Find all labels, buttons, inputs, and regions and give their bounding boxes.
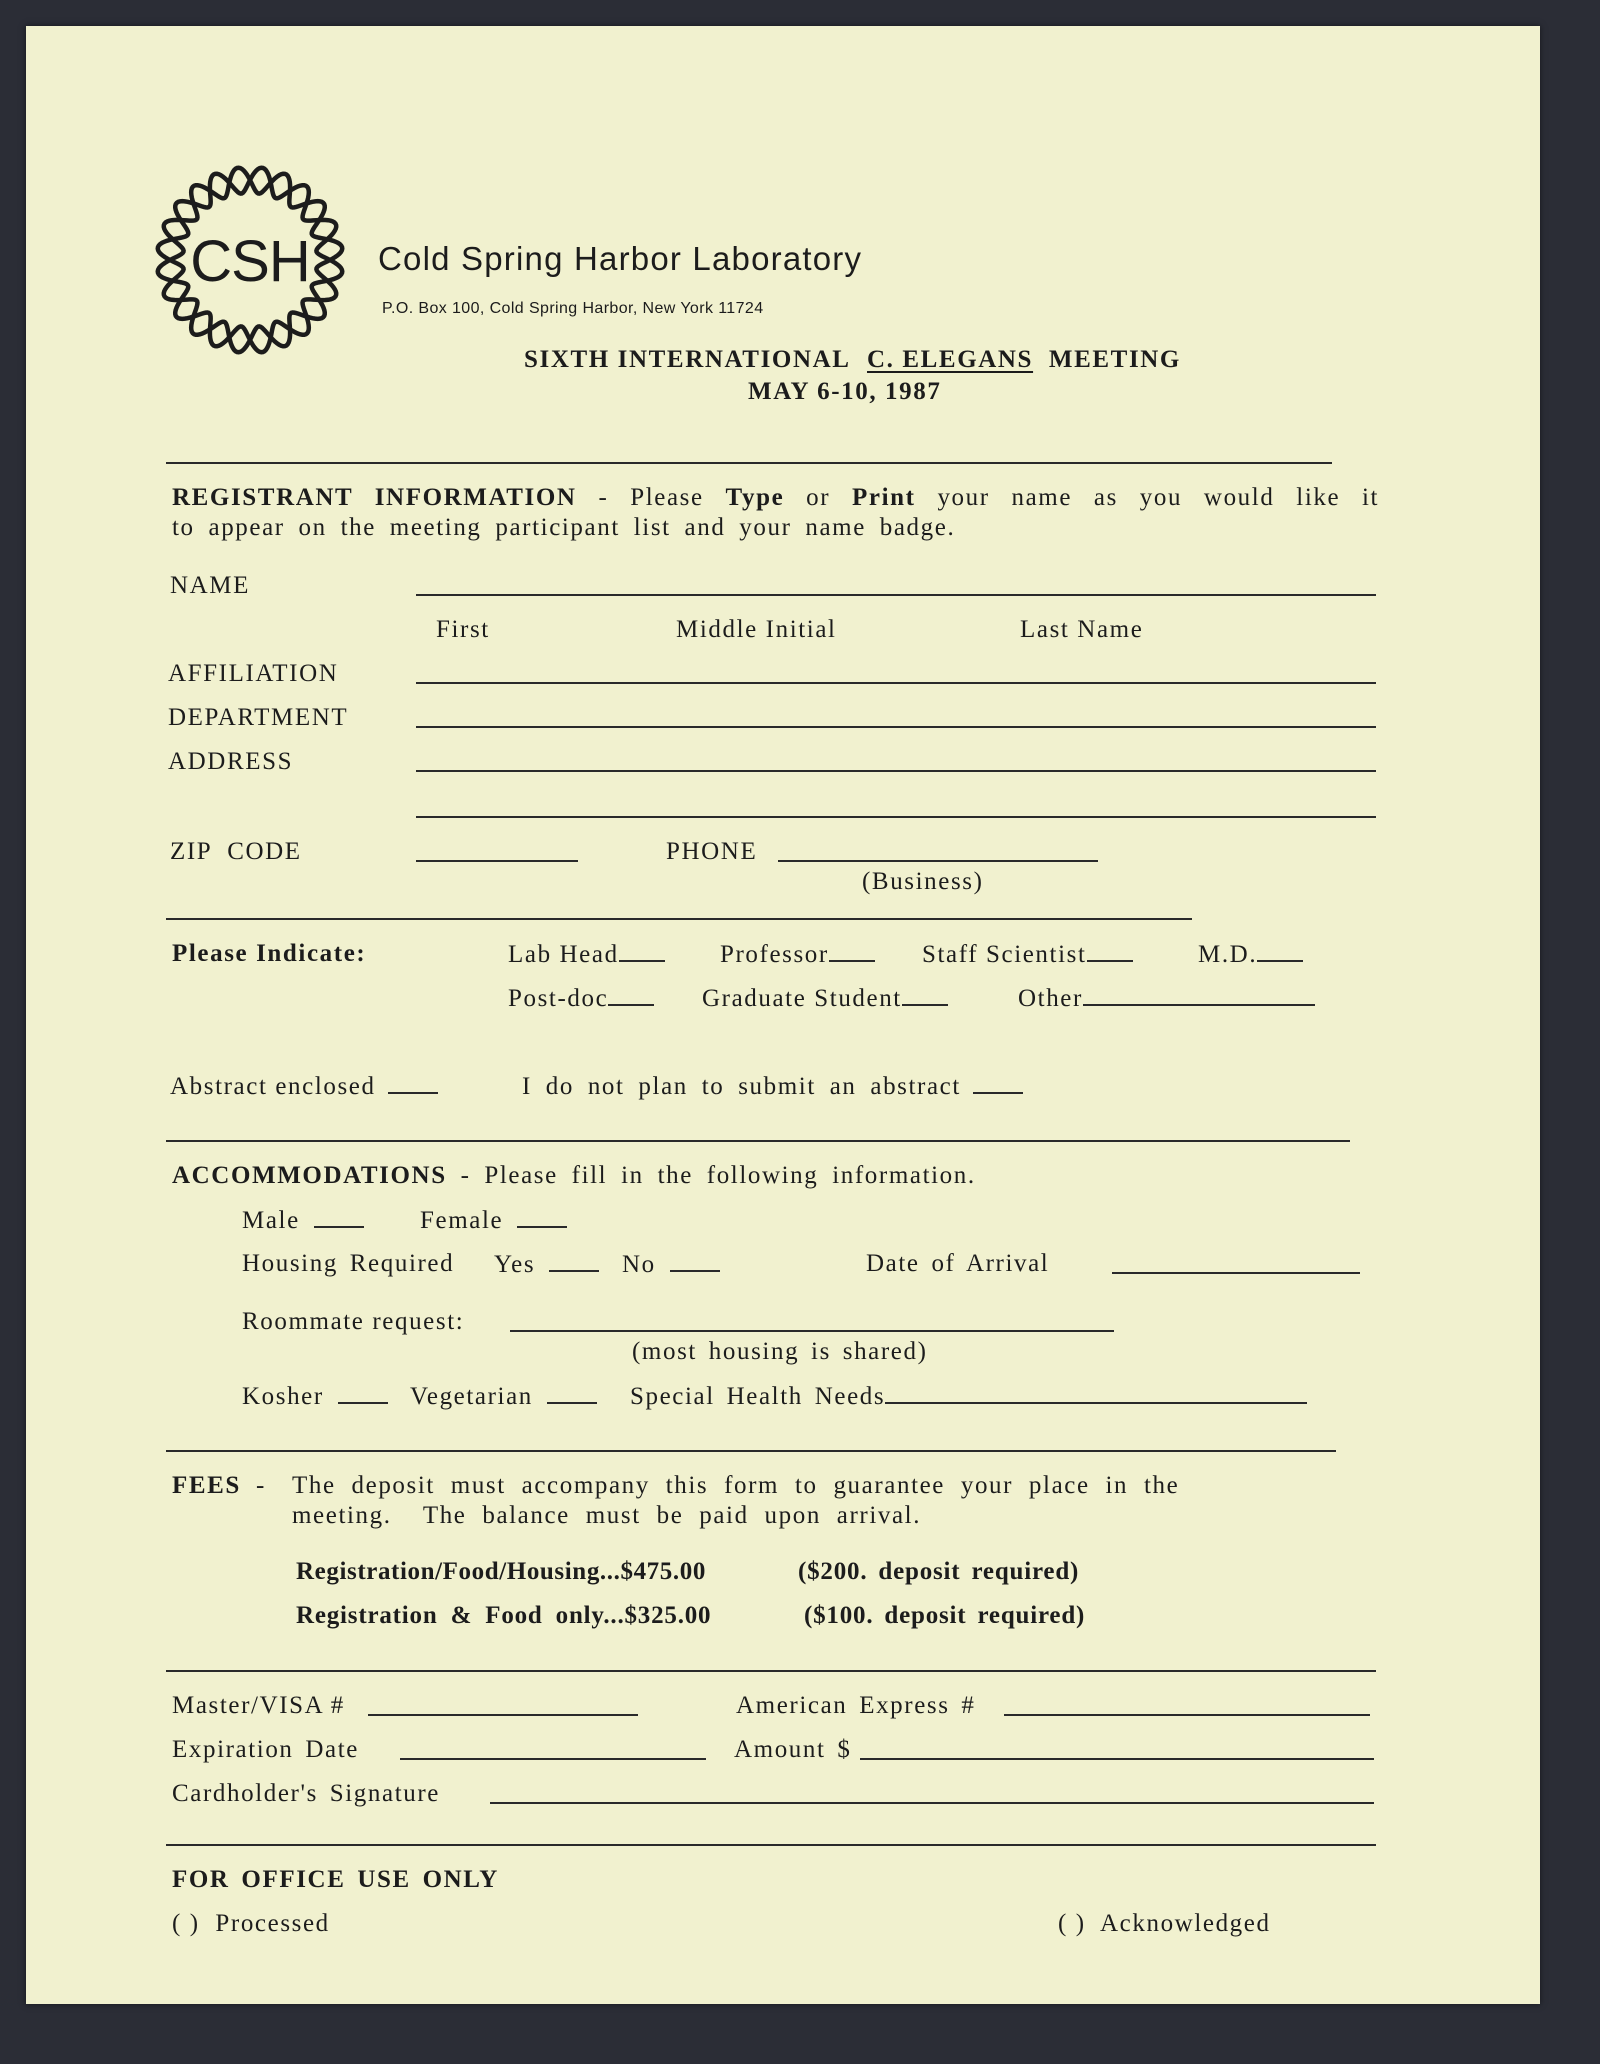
expiration-date-label: Expiration Date xyxy=(172,1736,359,1763)
option-blank[interactable] xyxy=(973,1072,1023,1094)
acknowledged-checkbox[interactable]: ( ) Acknowledged xyxy=(1058,1910,1271,1937)
option-blank[interactable] xyxy=(619,940,665,962)
department-label: DEPARTMENT xyxy=(168,704,349,731)
phone-business-caption: (Business) xyxy=(862,868,984,895)
fees-dash: - xyxy=(256,1472,266,1499)
lab-address: P.O. Box 100, Cold Spring Harbor, New York 11724 xyxy=(382,300,764,317)
csh-logo-emblem xyxy=(150,160,350,360)
option-blank[interactable] xyxy=(829,940,875,962)
fee-option-full-deposit: ($200. deposit required) xyxy=(798,1558,1080,1585)
department-field[interactable] xyxy=(416,726,1376,728)
amount-field[interactable] xyxy=(860,1758,1374,1760)
intro-text: your name as you would like it xyxy=(937,484,1380,511)
option-blank[interactable] xyxy=(314,1206,364,1228)
option-blank[interactable] xyxy=(1257,940,1303,962)
option-label: Staff Scientist xyxy=(922,941,1087,968)
fees-text-line1: The deposit must accompany this form to guarantee your place in the xyxy=(292,1472,1180,1499)
accommodations-heading: ACCOMMODATIONS xyxy=(172,1162,447,1189)
option-label: M.D. xyxy=(1198,941,1258,968)
first-name-caption: First xyxy=(436,616,490,643)
option-label: Graduate Student xyxy=(702,985,902,1012)
option-label: Abstract enclosed xyxy=(170,1073,376,1100)
abstract-enclosed-option[interactable] xyxy=(170,1072,438,1101)
amount-label: Amount $ xyxy=(734,1736,852,1763)
last-name-caption: Last Name xyxy=(1020,616,1144,643)
fees-heading: FEES xyxy=(172,1472,241,1499)
cardholder-signature-label: Cardholder's Signature xyxy=(172,1780,440,1807)
office-use-heading: FOR OFFICE USE ONLY xyxy=(172,1866,499,1893)
print-emphasis: Print xyxy=(852,484,916,511)
option-label: Male xyxy=(242,1207,300,1234)
fees-text-line2: meeting. The balance must be paid upon arrival. xyxy=(292,1502,922,1529)
divider xyxy=(166,462,1332,464)
graduate-student-option[interactable] xyxy=(702,984,948,1013)
option-blank[interactable] xyxy=(902,984,948,1006)
divider xyxy=(166,1844,1376,1846)
option-label: No xyxy=(622,1251,656,1278)
option-label: Female xyxy=(420,1207,504,1234)
logo-text: CSH xyxy=(190,229,310,294)
option-label: Vegetarian xyxy=(410,1383,533,1410)
option-label: Yes xyxy=(494,1251,536,1278)
cardholder-signature-field[interactable] xyxy=(490,1802,1374,1804)
registration-form-page xyxy=(26,26,1540,2004)
housing-yes-option[interactable] xyxy=(494,1250,599,1279)
registrant-intro-line2: to appear on the meeting participant list and your name badge. xyxy=(172,514,956,541)
divider xyxy=(166,918,1192,920)
registrant-intro-line1 xyxy=(172,484,1379,512)
option-blank[interactable] xyxy=(388,1072,438,1094)
processed-checkbox[interactable]: ( ) Processed xyxy=(172,1910,330,1937)
name-label: NAME xyxy=(170,572,251,599)
meeting-prefix: SIXTH INTERNATIONAL xyxy=(524,346,850,373)
option-blank[interactable] xyxy=(608,984,654,1006)
staff-scientist-option[interactable] xyxy=(922,940,1133,969)
address-label: ADDRESS xyxy=(168,748,294,775)
intro-text: or xyxy=(806,484,831,511)
option-blank[interactable] xyxy=(338,1382,388,1404)
option-blank[interactable] xyxy=(670,1250,720,1272)
accommodations-intro xyxy=(172,1162,976,1190)
option-label: Professor xyxy=(720,941,829,968)
roommate-caption: (most housing is shared) xyxy=(632,1338,928,1365)
name-field[interactable] xyxy=(416,594,1376,596)
date-of-arrival-label: Date of Arrival xyxy=(866,1250,1050,1277)
type-emphasis: Type xyxy=(725,484,785,511)
kosher-option[interactable] xyxy=(242,1382,388,1411)
meeting-suffix: MEETING xyxy=(1048,346,1181,373)
meeting-title xyxy=(524,346,1181,374)
vegetarian-option[interactable] xyxy=(410,1382,597,1411)
option-label: Special Health Needs xyxy=(630,1383,886,1410)
postdoc-option[interactable] xyxy=(508,984,654,1013)
special-health-needs-option[interactable] xyxy=(630,1382,1307,1411)
option-blank[interactable] xyxy=(1087,940,1133,962)
please-indicate-label: Please Indicate: xyxy=(172,940,367,967)
american-express-label: American Express # xyxy=(736,1692,976,1719)
intro-text: - Please xyxy=(598,484,704,511)
option-label: Other xyxy=(1018,985,1083,1012)
zip-code-field[interactable] xyxy=(416,860,578,862)
professor-option[interactable] xyxy=(720,940,875,969)
roommate-request-label: Roommate request: xyxy=(242,1308,465,1335)
md-option[interactable] xyxy=(1198,940,1303,969)
option-label: Post-doc xyxy=(508,985,609,1012)
option-label: I do not plan to submit an abstract xyxy=(522,1073,961,1100)
affiliation-label: AFFILIATION xyxy=(168,660,339,687)
option-blank[interactable] xyxy=(549,1250,599,1272)
intro-text: - Please fill in the following information. xyxy=(460,1162,976,1189)
master-visa-label: Master/VISA # xyxy=(172,1692,345,1719)
divider xyxy=(166,1140,1350,1142)
fee-option-food: Registration & Food only...$325.00 xyxy=(296,1602,712,1629)
option-blank[interactable] xyxy=(885,1382,1307,1404)
zip-code-label: ZIP CODE xyxy=(170,838,302,865)
registrant-heading: REGISTRANT INFORMATION xyxy=(172,484,577,511)
divider xyxy=(166,1670,1376,1672)
meeting-dates: MAY 6-10, 1987 xyxy=(748,378,942,405)
fee-option-full: Registration/Food/Housing...$475.00 xyxy=(296,1558,706,1585)
male-option[interactable] xyxy=(242,1206,364,1235)
phone-field[interactable] xyxy=(778,860,1098,862)
no-abstract-option[interactable] xyxy=(522,1072,1023,1101)
american-express-field[interactable] xyxy=(1004,1714,1370,1716)
roommate-request-field[interactable] xyxy=(510,1330,1114,1332)
option-blank[interactable] xyxy=(547,1382,597,1404)
housing-no-option[interactable] xyxy=(622,1250,720,1279)
lab-name: Cold Spring Harbor Laboratory xyxy=(378,240,863,277)
option-label: Lab Head xyxy=(508,941,619,968)
other-option[interactable] xyxy=(1018,984,1315,1013)
option-blank[interactable] xyxy=(1083,984,1315,1006)
phone-label: PHONE xyxy=(666,838,758,865)
master-visa-field[interactable] xyxy=(368,1714,638,1716)
address-field-line2[interactable] xyxy=(416,816,1376,818)
divider xyxy=(166,1450,1336,1452)
middle-initial-caption: Middle Initial xyxy=(676,616,837,643)
option-blank[interactable] xyxy=(517,1206,567,1228)
date-of-arrival-field[interactable] xyxy=(1112,1272,1360,1274)
expiration-date-field[interactable] xyxy=(400,1758,706,1760)
address-field-line1[interactable] xyxy=(416,770,1376,772)
lab-head-option[interactable] xyxy=(508,940,665,969)
meeting-organism: C. ELEGANS xyxy=(867,346,1034,373)
female-option[interactable] xyxy=(420,1206,567,1235)
affiliation-field[interactable] xyxy=(416,682,1376,684)
option-label: Kosher xyxy=(242,1383,324,1410)
housing-required-label: Housing Required xyxy=(242,1250,455,1277)
fee-option-food-deposit: ($100. deposit required) xyxy=(804,1602,1086,1629)
